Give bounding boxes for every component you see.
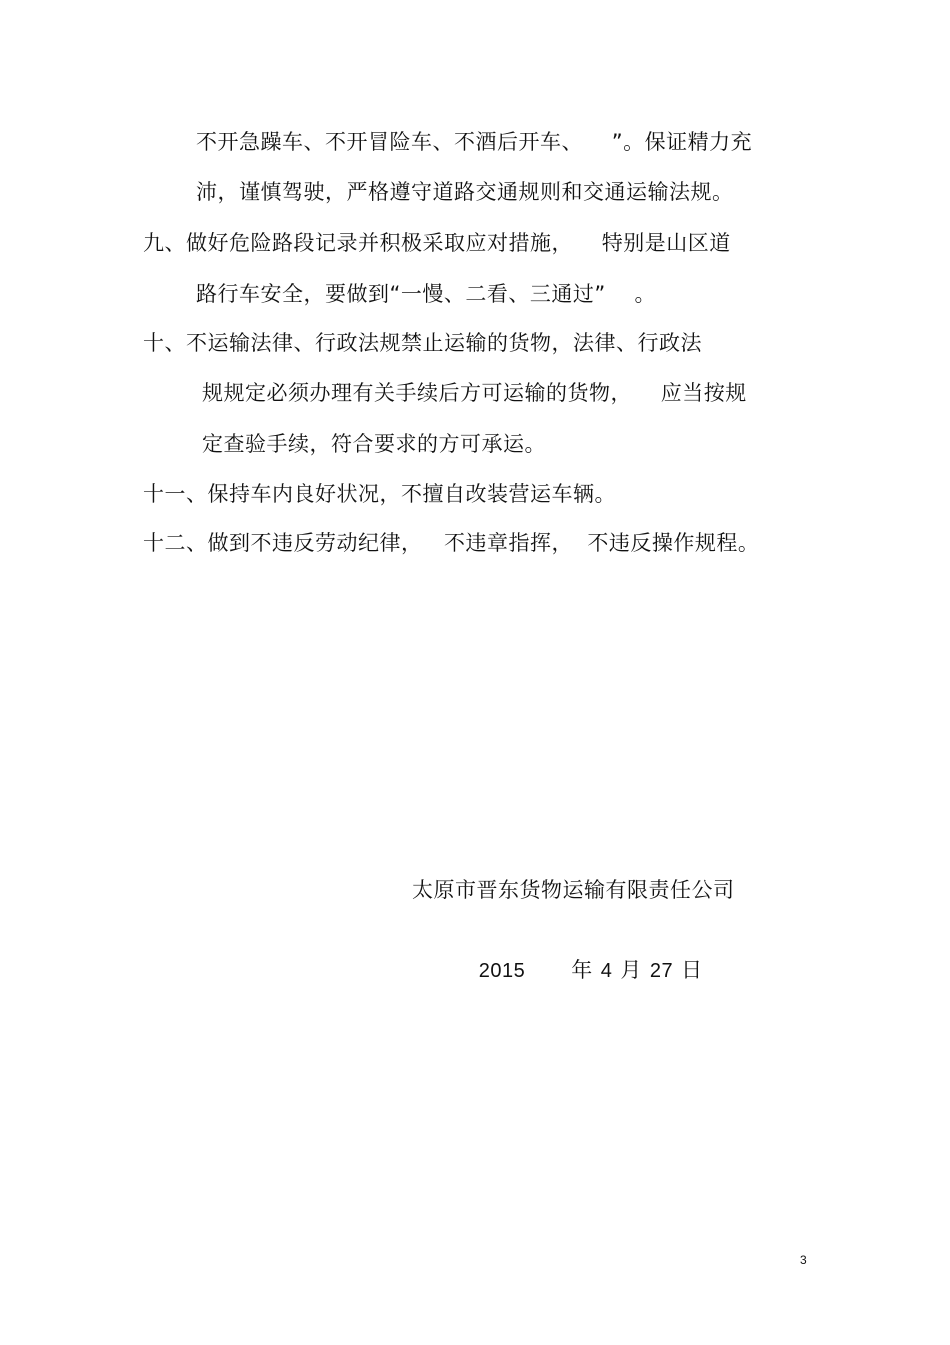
- date-year: 2015: [478, 960, 526, 982]
- item-10-line-3: 定查验手续，符合要求的方可承运。: [202, 432, 546, 456]
- item-12-line: 十二、做到不违反劳动纪律， 不违章指挥， 不违反操作规程。: [143, 531, 760, 555]
- date-day-unit: 日: [681, 958, 703, 982]
- item-9-line-1: 九、做好危险路段记录并积极采取应对措施， 特别是山区道: [143, 231, 731, 255]
- date-day: 27: [649, 960, 674, 982]
- signature-date: [450, 928, 703, 1013]
- company-signature: 太原市晋东货物运输有限责任公司: [412, 878, 735, 902]
- item-10-line-2: 规规定必须办理有关手续后方可运输的货物， 应当按规: [202, 381, 747, 405]
- item-11-line: 十一、保持车内良好状况，不擅自改装营运车辆。: [143, 482, 616, 506]
- date-year-unit: 年: [571, 958, 593, 982]
- date-month-unit: 月: [620, 958, 642, 982]
- item-10-line-1: 十、不运输法律、行政法规禁止运输的货物，法律、行政法: [143, 331, 702, 355]
- date-month: 4: [600, 960, 613, 982]
- body-line-1: 不开急躁车、不开冒险车、不酒后开车、 ”。保证精力充: [196, 130, 753, 154]
- page-number: 3: [800, 1253, 807, 1267]
- item-9-line-2: 路行车安全，要做到“一慢、二看、三通过” 。: [196, 282, 656, 306]
- body-line-2: 沛，谨慎驾驶，严格遵守道路交通规则和交通运输法规。: [196, 180, 734, 204]
